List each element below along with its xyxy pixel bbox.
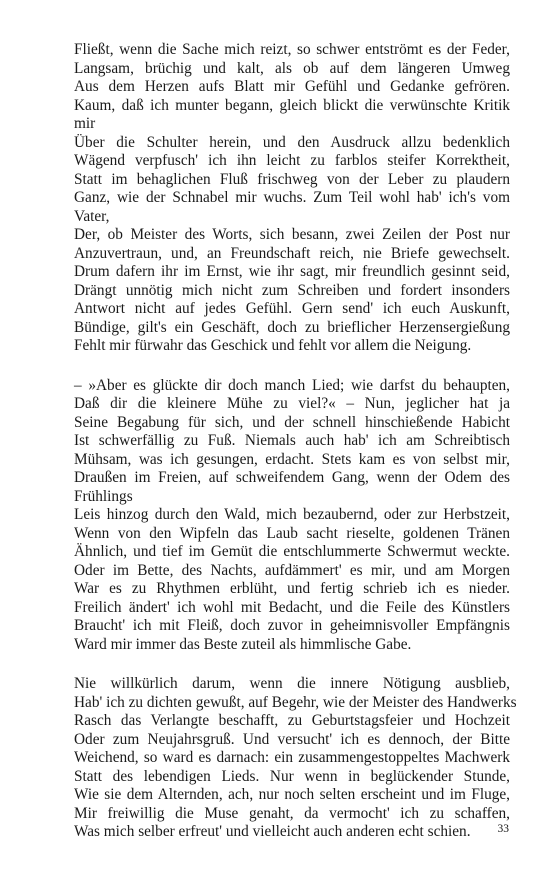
verse-line: Bündige, gilt's ein Geschäft, doch zu brieflicher Herzensergießung (74, 318, 510, 336)
verse-line: Wie sie dem Alternden, ach, nur noch selten erscheint und im Fluge, (74, 786, 510, 803)
verse-line: Der, ob Meister des Worts, sich besann, zwei Zeilen der Post nur (74, 226, 510, 243)
verse-line: Drum dafern ihr im Ernst, wie ihr sagt, mir freundlich gesinnt seid, (74, 263, 510, 280)
verse-line: Oder im Bette, des Nachts, aufdämmert' es mir, und am Morgen (74, 561, 510, 579)
verse-line: Anzuvertraun, und, an Freundschaft reich, nie Briefe gewechselt. (74, 244, 510, 262)
verse-line: Langsam, brüchig und kalt, als ob auf dem längeren Umweg (74, 59, 510, 77)
verse-line: Aus dem Herzen aufs Blatt mir Gefühl und Gedanke gefrören. (74, 78, 510, 95)
verse-line: Hab' ich zu dichten gewußt, auf Begehr, wie der Meister des Handwerks (74, 693, 517, 711)
verse-line: Kaum, daß ich munter begann, gleich blickt die verwünschte Kritik (74, 96, 510, 114)
verse-line: Vater, (74, 207, 110, 225)
verse-line: Statt im behaglichen Fluß frischweg von der Leber zu plaudern (74, 170, 510, 188)
verse-line: Über die Schulter herein, und den Ausdruck allzu bedenklich (74, 133, 510, 151)
verse-line: Ist schwerfällig zu Fuß. Niemals auch hab' ich am Schreibtisch (74, 432, 510, 449)
verse-line: Statt des lebendigen Lieds. Nur wenn in beglückender Stunde, (74, 767, 510, 785)
stanza-3 (74, 675, 517, 842)
verse-line: Freilich ändert' ich wohl mit Bedacht, und die Feile des Künstlers (74, 598, 510, 616)
verse-line: mir (74, 115, 96, 132)
verse-line: Ganz, wie der Schnabel mir wuchs. Zum Teil wohl hab' ich's vom (74, 189, 510, 206)
verse-line: Leis hinzog durch den Wald, mich bezaubernd, oder zur Herbstzeit, (74, 506, 510, 523)
verse-line: Was mich selber erfreut' und vielleicht auch anderen echt schien. (74, 823, 471, 840)
verse-line: Braucht' ich mit Fleiß, doch zuvor in geheimnisvoller Empfängnis (74, 617, 510, 634)
verse-line: Wenn von den Wipfeln das Laub sacht rieselte, goldenen Tränen (74, 524, 510, 542)
verse-line: – »Aber es glückte dir doch manch Lied; wie darfst du behaupten, (74, 376, 510, 394)
verse-line: Fehlt mir fürwahr das Geschick und fehlt vor allem die Neigung. (74, 337, 472, 354)
page-number: 33 (497, 823, 509, 835)
verse-line: Mir freiwillig die Muse genaht, da vermocht' ich zu schaffen, (74, 804, 510, 822)
verse-line: Daß dir die kleinere Mühe zu viel?« – Nun, jeglicher hat ja (74, 395, 510, 412)
verse-line: Weichend, so ward es darnach: ein zusammengestoppeltes Machwerk (74, 749, 510, 766)
verse-line: Ward mir immer das Beste zuteil als himmlische Gabe. (74, 635, 412, 653)
verse-line: Wägend verpfusch' ich ihn leicht zu farblos steifer Korrektheit, (74, 152, 510, 169)
poem-text (74, 41, 517, 863)
verse-line: War es zu Rhythmen erblüht, und fertig schrieb ich es nieder. (74, 580, 510, 597)
verse-line: Seine Begabung für sich, und der schnell hinschießende Habicht (74, 413, 510, 431)
stanza-2 (74, 377, 510, 655)
verse-line: Nie willkürlich darum, wenn die innere Nötigung ausblieb, (74, 675, 510, 692)
verse-line: Antwort nicht auf jedes Gefühl. Gern send' ich euch Auskunft, (74, 300, 510, 317)
verse-line: Ähnlich, und tief im Gemüt die entschlummerte Schwermut weckte. (74, 543, 510, 560)
stanza-1 (74, 41, 510, 356)
verse-line: Frühlings (74, 487, 133, 505)
verse-line: Draußen im Freien, auf schweifendem Gang, wenn der Odem des (74, 469, 510, 486)
verse-line: Fließt, wenn die Sache mich reizt, so schwer entströmt es der Feder, (74, 41, 510, 58)
verse-line: Rasch das Verlangte beschafft, zu Geburtstagsfeier und Hochzeit (74, 712, 510, 729)
verse-line: Mühsam, was ich gesungen, erdacht. Stets kam es von selbst mir, (74, 450, 510, 468)
verse-line: Drängt unnötig mich nicht zum Schreiben und fordert insonders (74, 281, 510, 299)
verse-line: Oder zum Neujahrsgruß. Und versucht' ich es dennoch, der Bitte (74, 730, 510, 748)
